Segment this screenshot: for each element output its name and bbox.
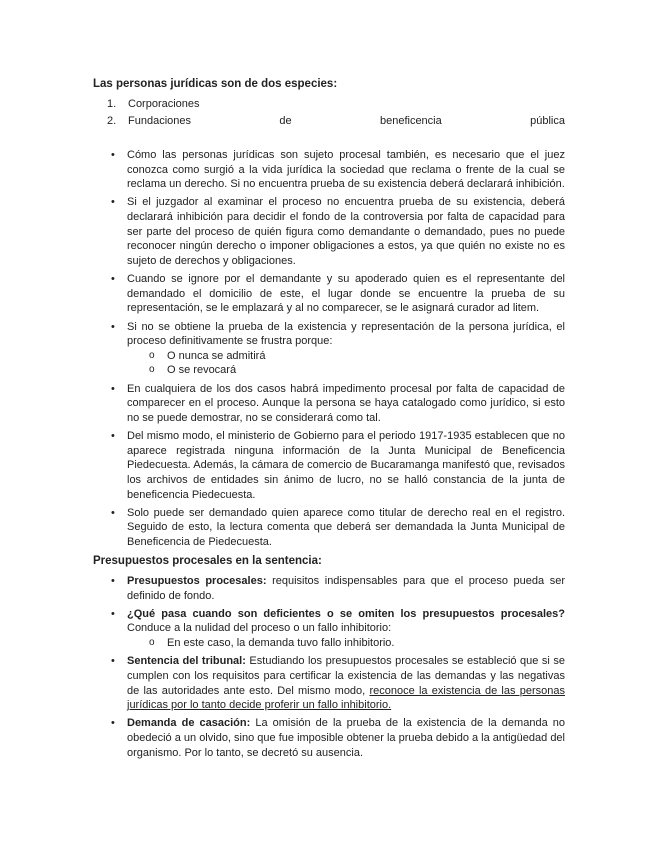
- list-item: • Solo puede ser demandado quien aparece como titular de derecho real en el registro. Seguido de esto, la lectura comenta que deberá ser demandada la Junta Municipal de Beneficencia de Piedecuesta.: [93, 506, 565, 550]
- list-item: [93, 574, 565, 603]
- list-item: [93, 654, 565, 712]
- list-item: [93, 716, 565, 760]
- heading-personas-juridicas: Las personas jurídicas son de dos especies:: [93, 78, 338, 90]
- sub-list-item: o O se revocará: [93, 363, 565, 378]
- item-label: Sentencia del tribunal:: [127, 655, 246, 668]
- list-item: [93, 607, 565, 636]
- item-text: Estudiando los presupuestos procesales se estableció que si se cumplen con los requisitos para certificar la existencia de las demandas y las negativas de las autoridades ante esto. Del mismo modo,: [127, 655, 565, 697]
- sub-list-item: o O nunca se admitirá: [93, 349, 565, 364]
- item-text: Conduce a la nulidad del proceso o un fallo inhibitorio:: [127, 622, 392, 635]
- item-text: requisitos indispensables para que el proceso pueda ser definido de fondo.: [127, 575, 565, 602]
- item-label: Presupuestos procesales:: [127, 575, 267, 587]
- sub-list-item: o En este caso, la demanda tuvo fallo inhibitorio.: [93, 636, 565, 651]
- numbered-item: [107, 113, 565, 130]
- underlined-text: reconoce la existencia de las personas jurídicas por lo tanto decide proferir un fallo inhibitorio.: [127, 684, 565, 712]
- item-word: de: [279, 115, 292, 127]
- item-number: 2.: [107, 115, 117, 127]
- numbered-item: [107, 96, 565, 113]
- heading-presupuestos: Presupuestos procesales en la sentencia:: [93, 555, 322, 567]
- item-label: ¿Qué pasa cuando son deficientes o se omiten los presupuestos procesales?: [127, 607, 565, 620]
- bullet-list-presupuestos: [93, 574, 565, 764]
- list-item: • Cómo las personas jurídicas son sujeto procesal también, es necesario que el juez conozca como surgió a la vida jurídica la sociedad que reclama o frente de la cual se reclama un derecho. Si no encuentra prueba de su existencia deberá declarará inhibición.: [93, 148, 565, 192]
- item-word: pública: [530, 115, 565, 127]
- item-text: La omisión de la prueba de la existencia de la demanda no obedeció a un olvido, sino que fue imposible obtener la prueba debido a la antigüedad del organismo. Por lo tanto, se decretó su ausencia.: [127, 717, 565, 759]
- list-item: • Si no se obtiene la prueba de la existencia y representación de la persona jurídica, el proceso definitivamente se frustra porque:: [93, 320, 565, 349]
- list-item: • Si el juzgador al examinar el proceso no encuentra prueba de su existencia, deberá declarará inhibición para decidir el fondo de la controversia por falta de capacidad para ser parte del proceso de quién figura como demandante o demandado, pues no puede reconocer ningún derecho o imponer obligaciones a estos, ya que quién no existe no es sujeto de derechos y obligaciones.: [93, 195, 565, 268]
- list-item: • En cualquiera de los dos casos habrá impedimento procesal por falta de capacidad de comparecer en el proceso. Aunque la persona se haya catalogado como jurídico, si esto no se puede demostrar, no se considerará como tal.: [93, 382, 565, 426]
- list-item: • Cuando se ignore por el demandante y su apoderado quien es el representante del demandado el domicilio de este, el lugar donde se encuentre la prueba de su representación, se le emplazará y al no comparecer, se le asignará curador ad litem.: [93, 272, 565, 316]
- item-word: Fundaciones: [128, 115, 191, 127]
- item-number: 1.: [107, 98, 117, 110]
- bullet-list-existencia: [93, 148, 565, 553]
- item-word: beneficencia: [379, 115, 442, 127]
- item-text: Corporaciones: [128, 98, 200, 110]
- numbered-list: [107, 96, 565, 130]
- list-item: • Del mismo modo, el ministerio de Gobierno para el periodo 1917-1935 establecen que no aparece registrada ninguna información de la Junta Municipal de Beneficencia Piedecuesta. Además, la cámara de comercio de Bucaramanga manifestó que, revisados los archivos de entidades sin ánimo de lucro, no se halló constancia de la junta de beneficencia Piedecuesta.: [93, 429, 565, 502]
- item-label: Demanda de casación:: [127, 717, 251, 730]
